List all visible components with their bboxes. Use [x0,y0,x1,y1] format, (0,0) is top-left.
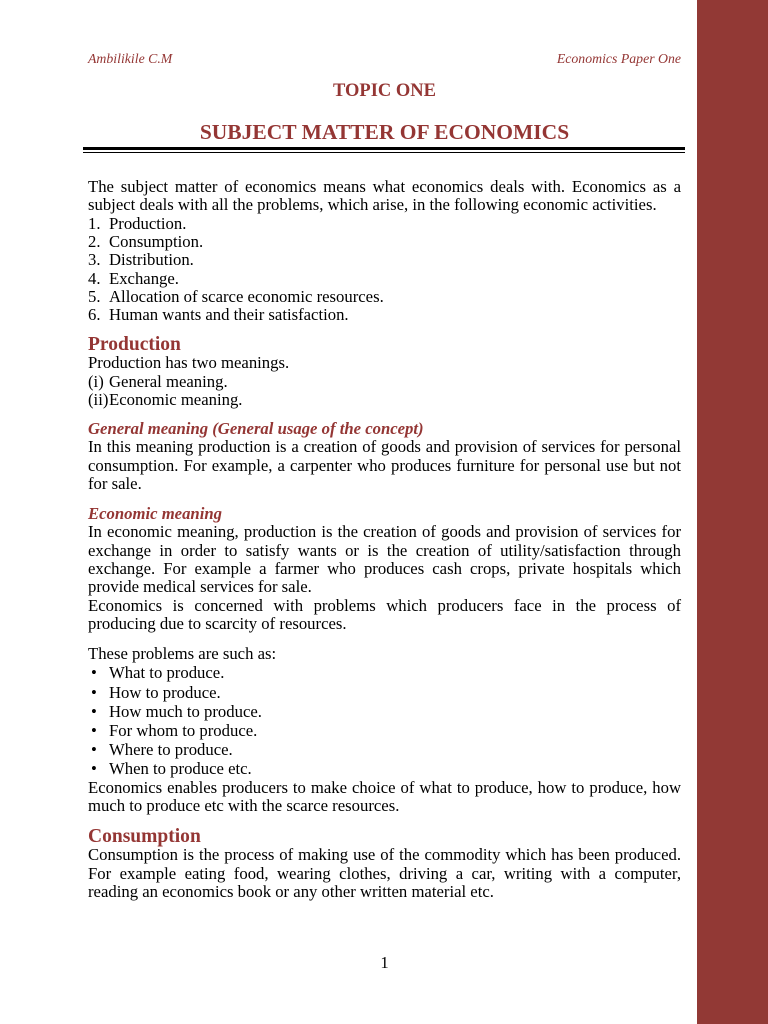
problem-text: Where to produce. [109,740,233,760]
activity-number: 1. [88,213,101,233]
economics-concern-line: producing due to scarcity of resources. [88,613,347,633]
activity-text: Allocation of scarce economic resources. [109,286,384,306]
page-number: 1 [380,953,389,972]
intro-line: The subject matter of economics means what economics deals with. Economics as a [88,177,681,197]
activity-number: 3. [88,250,101,270]
consumption-line: reading an economics book or any other written material etc. [88,882,494,902]
problem-text: When to produce etc. [109,759,252,779]
general-meaning-line: consumption. For example, a carpenter who produces furniture for personal use but not [88,455,681,475]
activity-item [88,288,681,306]
subject-title: SUBJECT MATTER OF ECONOMICS [199,120,570,144]
economic-meaning-line: exchange. For example a farmer who produces cash crops, private hospitals which [88,559,681,579]
general-meaning-section [88,420,681,493]
problem-text: For whom to produce. [109,721,258,741]
activity-item [88,270,681,288]
problem-item [88,683,681,702]
header-author: Ambilikile C.M [88,51,173,66]
problem-text: What to produce. [109,663,225,683]
general-meaning-line: for sale. [88,474,142,494]
activity-text: Human wants and their satisfaction. [109,305,349,325]
problems-section [88,645,681,815]
production-section [88,336,681,409]
economic-meaning-heading: Economic meaning [88,504,222,524]
bullet-icon: • [91,759,97,779]
bullet-icon: • [91,740,97,760]
meaning-text: Economic meaning. [109,390,243,410]
activity-item [88,251,681,269]
problem-text: How to produce. [109,682,221,702]
activity-text: Exchange. [109,268,179,288]
bullet-icon: • [91,663,97,683]
activity-item [88,306,681,324]
problems-conclusion-line: Economics enables producers to make choice of what to produce, how to produce, how [88,777,681,797]
activity-item [88,233,681,251]
meaning-number: (ii) [88,390,109,410]
problem-item [88,702,681,721]
problems-intro: These problems are such as: [88,644,277,664]
problem-item [88,721,681,740]
activity-text: Distribution. [109,250,194,270]
economic-meaning-line: exchange in order to satisfy wants or is the creation of utility/satisfaction through [88,540,681,560]
activity-number: 5. [88,286,101,306]
activity-text: Production. [109,213,187,233]
side-color-bar [697,0,768,1024]
meaning-text: General meaning. [109,371,228,391]
activity-number: 4. [88,268,101,288]
intro-line: subject deals with all the problems, which arise, in the following economic activities. [88,195,657,215]
running-header [88,50,681,67]
title-double-rule-thick [83,147,685,150]
activity-number: 6. [88,305,101,325]
economic-meaning-line: provide medical services for sale. [88,577,312,597]
bullet-icon: • [91,721,97,741]
intro-section [88,178,681,324]
bullet-icon: • [91,682,97,702]
problems-conclusion-line: much to produce etc with the scarce resources. [88,795,400,815]
title-double-rule-thin [83,152,685,153]
activity-text: Consumption. [109,232,204,252]
production-intro: Production has two meanings. [88,353,290,373]
problem-item [88,663,681,682]
bullet-icon: • [91,701,97,721]
consumption-line: For example eating food, wearing clothes, driving a car, writing with a computer, [88,863,681,883]
general-meaning-line: In this meaning production is a creation of goods and provision of services for personal [88,437,681,457]
activity-item [88,215,681,233]
consumption-section [88,828,681,901]
problem-item [88,759,681,778]
header-paper-title: Economics Paper One [556,51,681,66]
economic-meaning-line: In economic meaning, production is the creation of goods and provision of services for [88,522,681,542]
meaning-number: (i) [88,371,104,391]
problem-text: How much to produce. [109,701,262,721]
consumption-line: Consumption is the process of making use of the commodity which has been produced. [88,845,681,865]
general-meaning-heading: General meaning (General usage of the concept) [88,419,424,439]
meaning-item [88,391,681,409]
economic-meaning-section [88,505,681,633]
production-heading: Production [88,334,181,356]
activity-number: 2. [88,232,101,252]
economics-concern-line: Economics is concerned with problems which producers face in the process of [88,595,681,615]
problem-item [88,740,681,759]
consumption-heading: Consumption [88,826,201,848]
topic-title: TOPIC ONE [333,81,436,101]
meaning-item [88,373,681,391]
